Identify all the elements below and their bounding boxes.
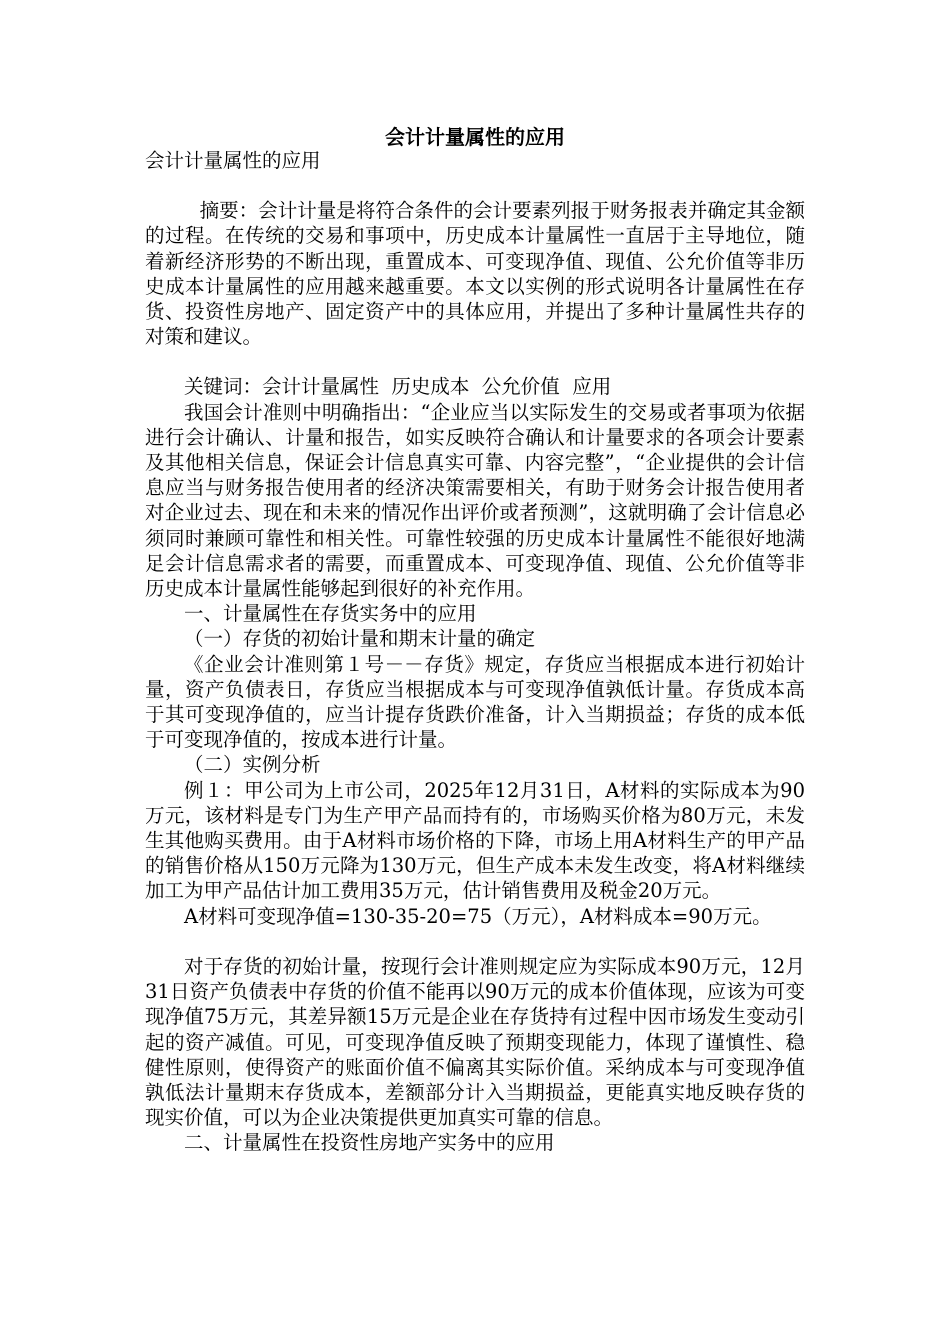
subsection-heading-1-1: （一）存货的初始计量和期末计量的确定 [184,627,536,651]
paragraph-gap [145,349,805,374]
paragraph-gap [145,929,805,954]
section-heading-1: 一、计量属性在存货实务中的应用 [184,602,477,626]
document-body [145,148,805,1156]
keywords-line: 关键词：会计计量属性 历史成本 公允价值 应用 [184,375,612,399]
document-subtitle: 会计计量属性的应用 [145,149,321,172]
subsection-heading-1-2: （二）实例分析 [184,753,321,777]
analysis-paragraph: 对于存货的初始计量，按现行会计准则规定应为实际成本90万元，12月31日资产负债表中存货的价值不能再以90万元的成本价值体现，应该为可变现净值75万元，其差异额15万元是企业在存货持有过程中因市场发生变动引起的资产减值。可见，可变现净值反映了预期变现能力，体现了谨慎性、稳健性原则，使得资产的账面价值不偏离其实际价值。采纳成本与可变现净值孰低法计量期末存货成本，差额部分计入当期损益，更能真实地反映存货的现实价值，可以为企业决策提供更加真实可靠的信息。 [145,954,805,1130]
section-heading-2: 二、计量属性在投资性房地产实务中的应用 [184,1131,555,1155]
example-paragraph: 例１：甲公司为上市公司，2025年12月31日，A材料的实际成本为90万元，该材料是专门为生产甲产品而持有的，市场购买价格为80万元，未发生其他购买费用。由于A材料市场价格的下降，市场上用A材料生产的甲产品的销售价格从150万元降为130万元，但生产成本未发生改变，将A材料继续加工为甲产品估计加工费用35万元，估计销售费用及税金20万元。 [145,778,805,903]
rule-paragraph: 《企业会计准则第１号－－存货》规定，存货应当根据成本进行初始计量，资产负债表日，存货应当根据成本与可变现净值孰低计量。存货成本高于其可变现净值的，应当计提存货跌价准备，计入当期损益；存货的成本低于可变现净值的，按成本进行计量。 [145,652,805,752]
document-title: 会计计量属性的应用 [385,125,565,149]
intro-paragraph: 我国会计准则中明确指出：“企业应当以实际发生的交易或者事项为依据进行会计确认、计量和报告，如实反映符合确认和计量要求的各项会计要素及其他相关信息，保证会计信息真实可靠、内容完整”，“企业提供的会计信息应当与财务报告使用者的经济决策需要相关，有助于财务会计报告使用者对企业过去、现在和未来的情况作出评价或者预测”，这就明确了会计信息必须同时兼顾可靠性和相关性。可靠性较强的历史成本计量属性不能很好地满足会计信息需求者的需要，而重置成本、可变现净值、现值、公允价值等非历史成本计量属性能够起到很好的补充作用。 [145,400,805,601]
calculation-line: A材料可变现净值=130-35-20=75（万元），A材料成本=90万元。 [184,904,772,928]
abstract-paragraph: 摘要：会计计量是将符合条件的会计要素列报于财务报表并确定其金额的过程。在传统的交易和事项中，历史成本计量属性一直居于主导地位，随着新经济形势的不断出现，重置成本、可变现净值、现值、公允价值等非历史成本计量属性的应用越来越重要。本文以实例的形式说明各计量属性在存货、投资性房地产、固定资产中的具体应用，并提出了多种计量属性共存的对策和建议。 [145,199,805,349]
